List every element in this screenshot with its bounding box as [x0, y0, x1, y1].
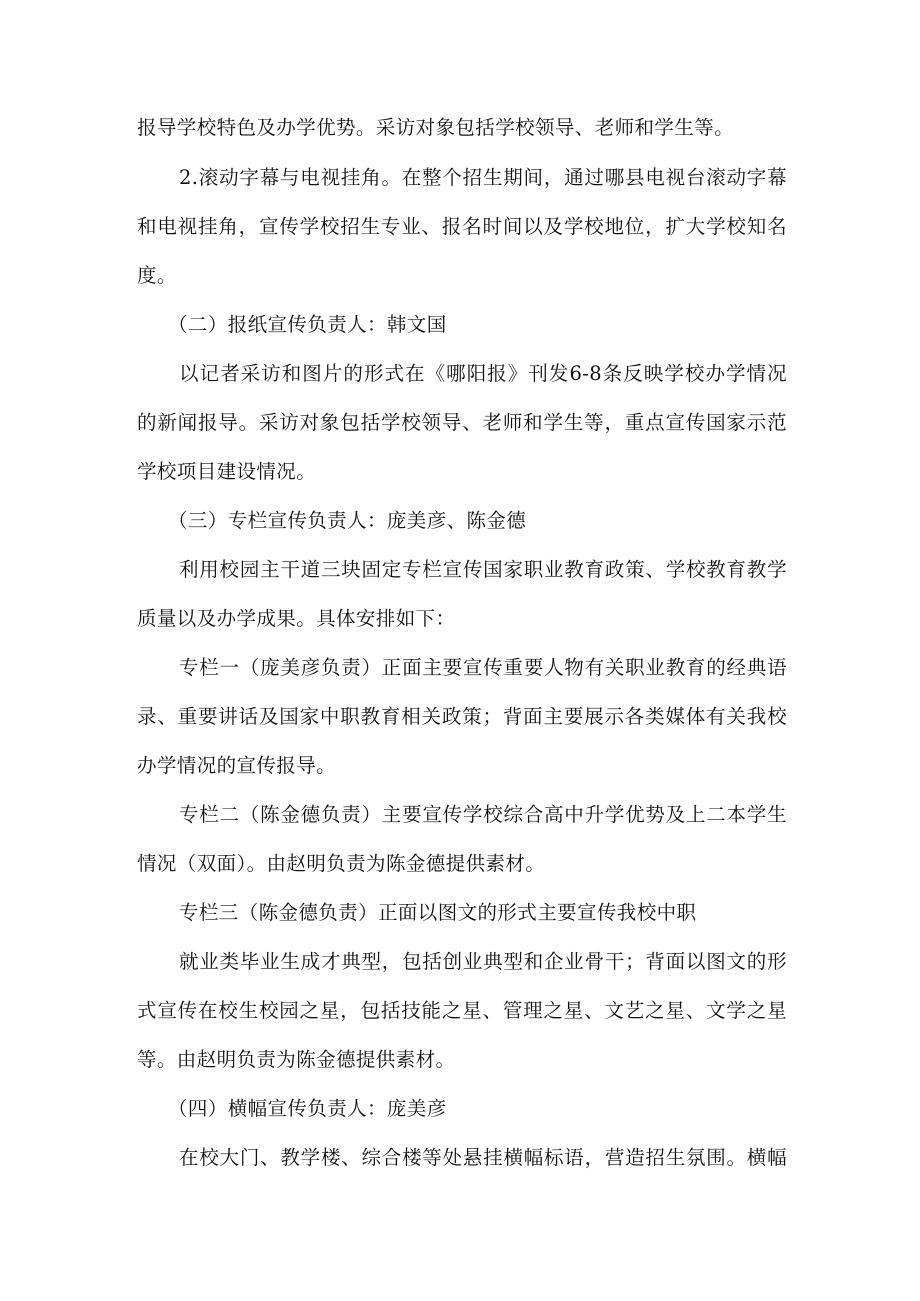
- paragraph-line: 就业类毕业生成才典型，包括创业典型和企业骨干；背面以图文的形: [179, 950, 787, 973]
- paragraph-line: 在校大门、教学楼、综合楼等处悬挂横幅标语，营造招生氛围。横幅: [179, 1146, 787, 1169]
- paragraph-line: 报导学校特色及办学优势。采访对象包括学校领导、老师和学生等。: [137, 116, 735, 139]
- paragraph-line: 质量以及办学成果。具体安排如下：: [137, 607, 456, 630]
- paragraph-line: 式宣传在校生校园之星，包括技能之星、管理之星、文艺之星、文学之星: [137, 999, 787, 1022]
- paragraph-line: 专栏三（陈金德负责）正面以图文的形式主要宣传我校中职: [179, 901, 697, 924]
- paragraph-line: 专栏一（庞美彦负责）正面主要宣传重要人物有关职业教育的经典语: [179, 656, 787, 679]
- paragraph-line: 情况（双面）。由赵明负责为陈金德提供素材。: [137, 852, 546, 875]
- paragraph-line: 和电视挂角，宣传学校招生专业、报名时间以及学校地位，扩大学校知名: [137, 215, 787, 238]
- paragraph-line: 录、重要讲话及国家中职教育相关政策；背面主要展示各类媒体有关我校: [137, 705, 787, 728]
- paragraph-line: 2.滚动字幕与电视挂角。在整个招生期间，通过哪县电视台滚动字幕: [179, 166, 787, 189]
- paragraph-line: 利用校园主干道三块固定专栏宣传国家职业教育政策、学校教育教学: [179, 558, 787, 581]
- paragraph-line: 办学情况的宣传报导。: [137, 754, 337, 777]
- paragraph-line: 的新闻报导。采访对象包括学校领导、老师和学生等，重点宣传国家示范: [137, 411, 787, 434]
- paragraph-line: 度。: [137, 264, 177, 287]
- section-heading: （四）横幅宣传负责人：庞美彦: [168, 1097, 447, 1120]
- paragraph-line: 专栏二（陈金德负责）主要宣传学校综合高中升学优势及上二本学生: [179, 803, 787, 826]
- section-heading: （二）报纸宣传负责人：韩文国: [168, 313, 447, 336]
- section-heading: （三）专栏宣传负责人：庞美彦、陈金德: [168, 509, 527, 532]
- paragraph-line: 等。由赵明负责为陈金德提供素材。: [137, 1048, 456, 1071]
- paragraph-line: 学校项目建设情况。: [137, 460, 317, 483]
- paragraph-line: 以记者采访和图片的形式在《哪阳报》刊发6-8条反映学校办学情况: [179, 362, 787, 385]
